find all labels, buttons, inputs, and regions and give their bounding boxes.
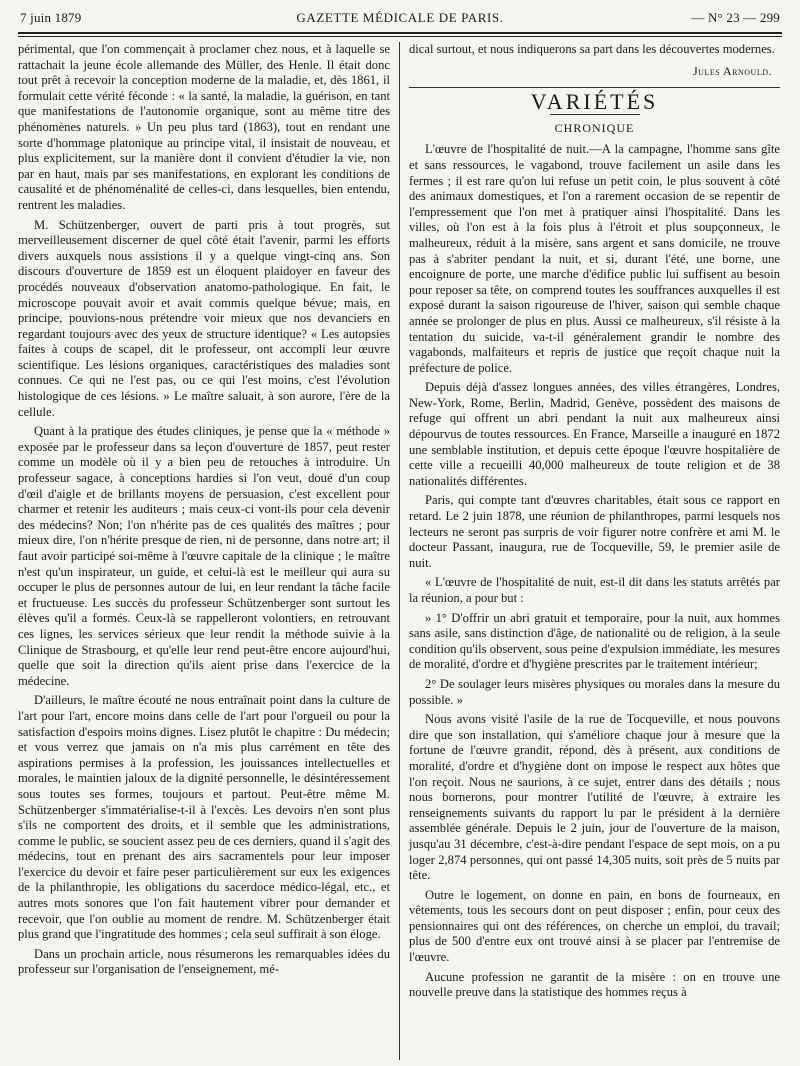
issue-date: 7 juin 1879 [20,10,82,25]
publication-title: GAZETTE MÉDICALE DE PARIS. [296,10,504,25]
paragraph: périmental, que l'on commençait à proclamer chez nous, et à laquelle se rattachait la jeune école allemande des Müller, des Henle. Il était donc tout prêt à recevoir la conception moderne de la maladie, et, dès 1861, il formulait cette vérité féconde : « la santé, la maladie, la guérison, en tant que manifestations de l'autonomie organique, sont au même titre des phénomènes naturels. » Un peu plus tard (1863), tout en rendant une sorte d'hommage platonique au principe vital, il insistait de nouveau, et plus explicitement, sur la manière dont il convient d'étudier la vie, non par en haut, mais par ses manifestations, en explorant les conditions de causalité et de phénoménalité de celles-ci, dans lesquelles, bien entendu, rentrent les maladies. [18,42,390,212]
author-signature: Jules Arnould. [692,63,772,78]
subsection-title: CHRONIQUE [554,120,635,135]
paragraph: dical surtout, et nous indiquerons sa part dans les découvertes modernes. [409,42,775,56]
paragraph: » 1° D'offrir un abri gratuit et temporaire, pour la nuit, aux hommes sans asile, sans distinction d'âge, de nationalité ou de religion, à la seule condition qu'ils observent, sous peine d'expulsion immédiate, les mesures de moralité, d'ordre et d'hygiène prescrites par le traitement intérieur; [409,610,780,672]
header-rule [18,32,782,37]
left-column [18,42,399,1060]
paragraph: Depuis déjà d'assez longues années, des villes étrangères, Londres, New-York, Rome, Berlin, Madrid, Genève, possèdent des maisons de refuge qui offrent un abri pendant la nuit aux malheureux ainsi dépourvus de toutes ressources. En France, Marseille a inauguré en 1872 une semblable institution, et depuis cette époque l'œuvre hospitalière de cette ville a recueilli 40,000 malheureux de toute religion et de 38 nationalités différentes. [409,380,780,488]
paragraph: Nous avons visité l'asile de la rue de Tocqueville, et nous pouvons dire que son installation, qui s'améliore chaque jour à mesure que la fortune de l'œuvre grandit, répond, dès à présent, aux conditions de moralité, d'ordre et d'hygiène dont on impose le respect aux hôtes que l'on reçoit. Nous ne saurions, à ce sujet, entrer dans des détails ; nous nous bornerons, pour montrer l'utilité de l'œuvre, à extraire les renseignements suivants du rapport lu par le président à la dernière assemblée générale. Depuis le 2 juin, jour de l'ouverture de la maison, jusqu'au 31 décembre, c'est-à-dire pendant l'espace de sept mois, on a pu loger 2,874 personnes, qui ont passé 14,305 nuits, soit près de 5 nuits par tête. [409,712,780,883]
paragraph: Paris, qui compte tant d'œuvres charitables, était sous ce rapport en retard. Le 2 juin 1878, une réunion de philanthropes, parmi lesquels nos lecteurs ne seront pas surpris de voir figurer notre confrère et ami M. le docteur Passant, inaugura, rue de Tocqueville, 59, le premier asile de nuit. [409,493,780,570]
paragraph: Quant à la pratique des études cliniques, je pense que la « méthode » exposée par le professeur dans sa leçon d'ouverture de 1857, peut rester comme un modèle où il y a bien peu de retouches à introduire. Un professeur sagace, à conceptions hardies si l'on veut, doué d'un coup d'œil d'aigle et de brillants moyens de persuasion, c'est excellent pour charmer et retenir les auditeurs ; mais ceux-ci vont-ils pour cela devenir des médecins? Non; l'on n'hérite pas de ces qualités des maîtres ; pour mieux dire, l'on n'hérite presque de rien, ni de personne, dans notre art; il faut avoir participé soi-même à l'œuvre capitale de la clinique ; le maître n'est qu'un inspirateur, un guide, et celui-là est le meilleur qui aura su occuper le plus de personnes autour de lui, en leur rendant la tâche facile et fructueuse. Les succès du professeur Schützenberger sont surtout les élèves qu'il a formés. Ceux-là se rappelleront volontiers, en retrouvant ces lignes, les services sérieux que leur rendit la méthode suivie à la Clinique de Strasbourg, et qu'elle leur rend peut-être encore aujourd'hui, quelle que soit la direction qu'ils aient prise dans l'exercice de la médecine. [18,424,390,688]
paragraph: L'œuvre de l'hospitalité de nuit.—A la campagne, l'homme sans gîte et sans ressources, le vagabond, trouve facilement un asile dans les fermes ; il est rare qu'on lui refuse un petit coin, le plus souvent à côté des animaux domestiques, et l'on a rarement occasion de se repentir de l'empressement que l'on met à pratiquer ainsi l'hospitalité. Dans les villes, où l'on est à la fois plus à l'étroit et plus soupçonneux, le malheureux, réduit à la misère, sans argent et sans domicile, ne trouve pas à s'abriter pendant la nuit, et si, durant l'été, une borne, une encoignure de porte, une marche d'édifice public lui suffisent au besoin pour reposer sa tête, on comprend toutes les souffrances auxquelles il est exposé durant la saison rigoureuse de l'hiver, saison qui semble chaque année se prolonger de plus en plus. Aussi ce malheureux, s'il résiste à la tentation du suicide, va-t-il généralement grandir le nombre des vagabonds, malfaiteurs et repris de justice que reçoit chaque nuit la préfecture de police. [409,142,780,375]
paragraph: 2° De soulager leurs misères physiques ou morales dans la mesure du possible. » [409,676,780,707]
article-columns [18,42,782,1060]
paragraph: Dans un prochain article, nous résumerons les remarquables idées du professeur sur l'organisation de l'enseignement, mé- [18,946,390,977]
paragraph: D'ailleurs, le maître écouté ne nous entraînait point dans la culture de l'art pour l'art, encore moins dans celle de l'art pour l'orgueil ou pour la satisfaction d'espoirs moins dignes. Lisez plutôt le chapitre : Du médecin; et vous verrez que jamais on n'a mis plus carrément en tête des aspirations permises à la profession, les jouissances intellectuelles et morales, le maintien jaloux de la dignité personnelle, le désintéressement sous toutes ses formes, toujours et partout. Peut-être même M. Schützenberger s'immatérialise-t-il à l'excès. Les devoirs n'en sont plus s'ils ne comportent des droits, et il semble que les administrations, comme le public, se soucient assez peu de ces derniers, quand il s'agit des médecins, tout en prenant des airs sacramentels pour leur imposer l'exercice du devoir et faire peser particulièrement sur eux les exigences de la philanthropie, les obligations du sacerdoce médico-légal, etc., et autres mots sonores que l'on fait hautement vibrer pour demander et recevoir, que l'on oublie au moment de rendre. M. Schützenberger était plus grand que l'ingratitude des hommes ; cela seul suffirait à son éloge. [18,693,390,942]
section-title: VARIÉTÉS [409,87,780,110]
newspaper-page [18,8,782,1060]
paragraph: Outre le logement, on donne en pain, en bons de fourneaux, en vêtements, tous les secours dont on peut disposer ; enfin, pour ceux des pensionnaires qui ont des références, on cherche un emploi, du travail; plus de 500 d'entre eux ont trouvé ainsi à se placer par l'entremise de l'œuvre. [409,887,780,965]
running-head [18,8,782,28]
paragraph: M. Schützenberger, ouvert de parti pris à tout progrès, sut merveilleusement discerner de quel côté était l'avenir, parmi les efforts divers auxquels nous assistions il y a quelque vingt-cinq ans. Son discours d'ouverture de 1859 est un éloquent plaidoyer en faveur des procédés nouveaux d'observation anatomo-pathologique. En fait, le microscope pouvait avoir et avait commis quelque bévue; mais, en principe, pouvions-nous prétendre voir mieux que nos devanciers en regardant toujours avec des yeux de structure identique? « Les autopsies faites à coups de scapel, dit le professeur, ont accompli leur œuvre scientifique. Les lésions organiques, caractéristiques des maladies sont connues. Ce qui ne l'est pas, ou ce qui l'est moins, c'est l'évolution histologique de ces lésions. » Le maître saluait, à son aurore, l'ère de la cellule. [18,217,390,419]
issue-page-number: — N° 23 — 299 [691,10,780,25]
paragraph: Aucune profession ne garantit de la misère : on en trouve une nouvelle preuve dans la statistique des hommes reçus à [409,969,780,1000]
right-column [399,42,780,1060]
paragraph: « L'œuvre de l'hospitalité de nuit, est-il dit dans les statuts arrêtés par la réunion, a pour but : [409,575,780,605]
